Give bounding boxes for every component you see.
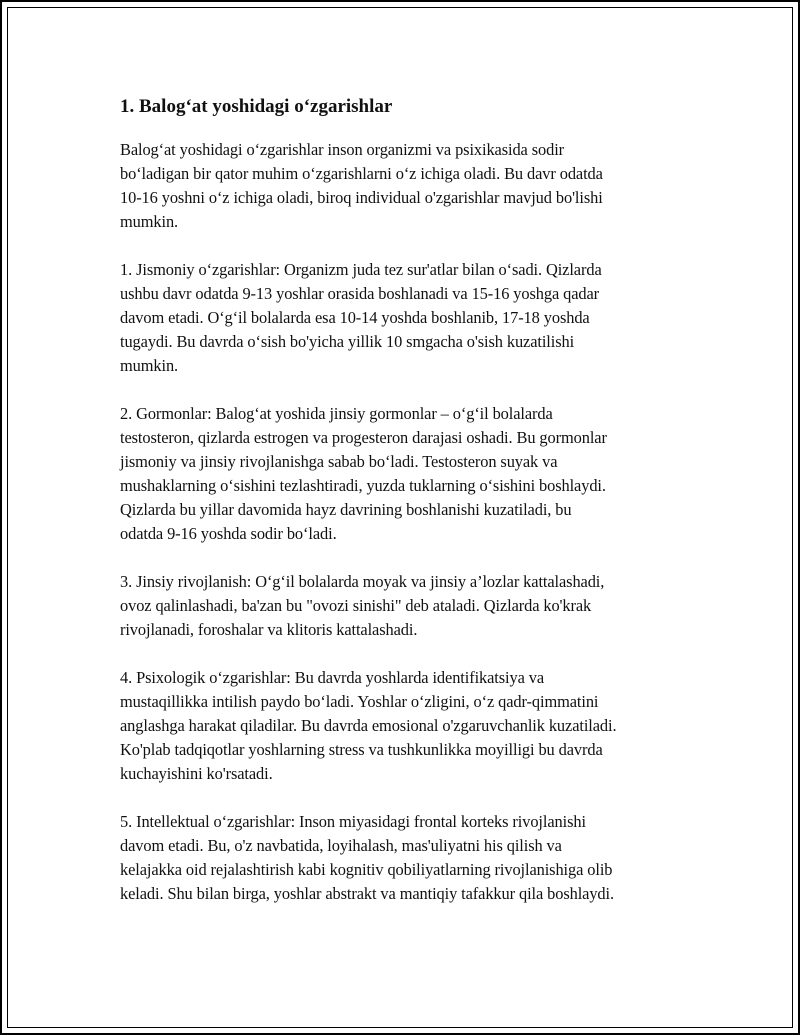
text-line: mumkin.	[120, 212, 179, 231]
paragraph-sexual-development	[120, 570, 700, 642]
text-line: mustaqillikka intilish paydo bo‘ladi. Yoshlar o‘zligini, o‘z qadr-qimmatini	[120, 692, 599, 711]
text-line: ovoz qalinlashadi, ba'zan bu "ovozi sinishi" deb ataladi. Qizlarda ko'krak	[120, 596, 592, 615]
text-line: mushaklarning o‘sishini tezlashtiradi, yuzda tuklarning o‘sishini boshlaydi.	[120, 476, 606, 495]
document-body	[120, 94, 700, 930]
text-line: 4. Psixologik o‘zgarishlar: Bu davrda yoshlarda identifikatsiya va	[120, 668, 545, 687]
text-line: Qizlarda bu yillar davomida hayz davrining boshlanishi kuzatiladi, bu	[120, 500, 572, 519]
text-line: kuchayishini ko'rsatadi.	[120, 764, 273, 783]
text-line: rivojlanadi, foroshalar va klitoris kattalashadi.	[120, 620, 418, 639]
text-line: 10-16 yoshni o‘z ichiga oladi, biroq individual o'zgarishlar mavjud bo'lishi	[120, 188, 603, 207]
text-line: anglashga harakat qiladilar. Bu davrda emosional o'zgaruvchanlik kuzatiladi.	[120, 716, 617, 735]
text-line: mumkin.	[120, 356, 179, 375]
text-line: 1. Jismoniy o‘zgarishlar: Organizm juda tez sur'atlar bilan o‘sadi. Qizlarda	[120, 260, 602, 279]
text-line: testosteron, qizlarda estrogen va progesteron darajasi oshadi. Bu gormonlar	[120, 428, 607, 447]
text-line: odatda 9-16 yoshda sodir bo‘ladi.	[120, 524, 337, 543]
text-line: Balog‘at yoshidagi o‘zgarishlar inson organizmi va psixikasida sodir	[120, 140, 565, 159]
text-line: Ko'plab tadqiqotlar yoshlarning stress va tushkunlikka moyilligi bu davrda	[120, 740, 603, 759]
text-line: 5. Intellektual o‘zgarishlar: Inson miyasidagi frontal korteks rivojlanishi	[120, 812, 586, 831]
paragraph-intellectual-changes	[120, 810, 700, 906]
paragraph-intro	[120, 138, 700, 234]
text-line: davom etadi. Bu, o'z navbatida, loyihalash, mas'uliyatni his qilish va	[120, 836, 562, 855]
text-line: jismoniy va jinsiy rivojlanishga sabab bo‘ladi. Testosteron suyak va	[120, 452, 558, 471]
text-line: ushbu davr odatda 9-13 yoshlar orasida boshlanadi va 15-16 yoshga qadar	[120, 284, 600, 303]
text-line: davom etadi. O‘g‘il bolalarda esa 10-14 yoshda boshlanib, 17-18 yoshda	[120, 308, 590, 327]
text-line: bo‘ladigan bir qator muhim o‘zgarishlarni o‘z ichiga oladi. Bu davr odatda	[120, 164, 603, 183]
paragraph-hormones	[120, 402, 700, 546]
text-line: tugaydi. Bu davrda o‘sish bo'yicha yillik 10 smgacha o'sish kuzatilishi	[120, 332, 575, 351]
paragraph-psychological-changes	[120, 666, 700, 786]
paragraph-physical-changes	[120, 258, 700, 378]
text-line: 3. Jinsiy rivojlanish: O‘g‘il bolalarda moyak va jinsiy a’lozlar kattalashadi,	[120, 572, 605, 591]
text-line: kelajakka oid rejalashtirish kabi kognitiv qobiliyatlarning rivojlanishiga olib	[120, 860, 613, 879]
text-line: keladi. Shu bilan birga, yoshlar abstrakt va mantiqiy tafakkur qila boshlaydi.	[120, 884, 614, 903]
document-title: 1. Balog‘at yoshidagi o‘zgarishlar	[120, 96, 393, 117]
text-line: 2. Gormonlar: Balog‘at yoshida jinsiy gormonlar – o‘g‘il bolalarda	[120, 404, 553, 423]
